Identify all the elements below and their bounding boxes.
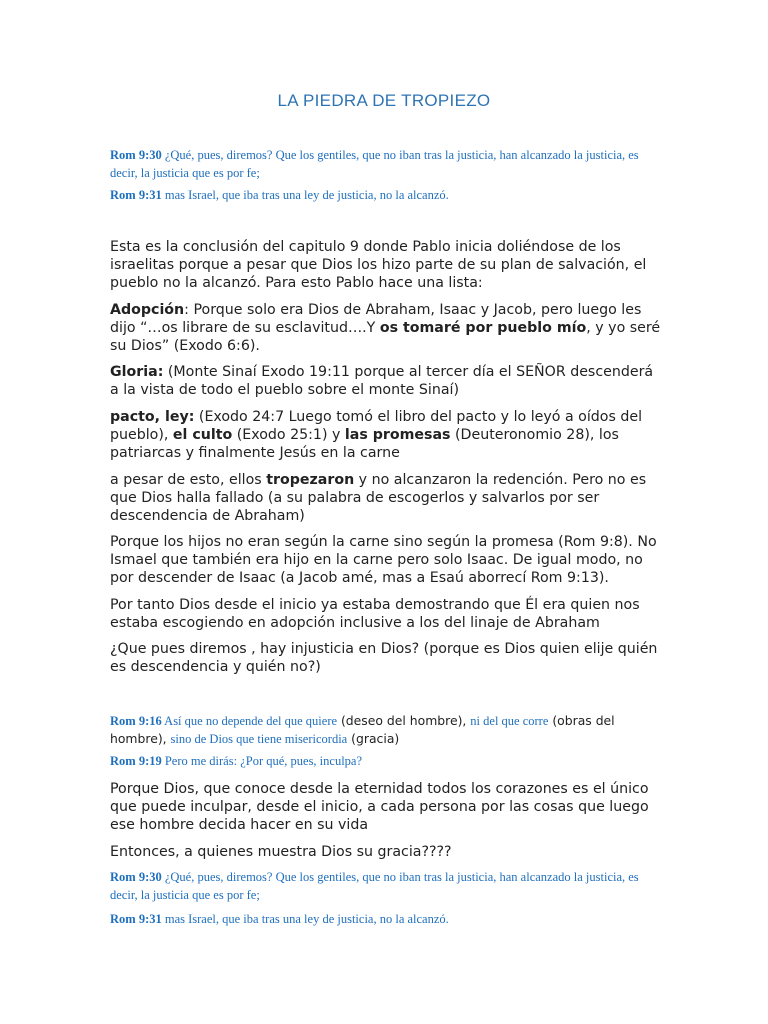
term-adopcion: Adopción bbox=[110, 302, 185, 318]
injusticia-paragraph: ¿Que pues diremos , hay injusticia en Dios? (porque es Dios quien elije quién es descendencia y quién no?) bbox=[110, 641, 658, 675]
adopcion-paragraph bbox=[110, 301, 662, 355]
hijos-paragraph: Porque los hijos no eran según la carne sino según la promesa (Rom 9:8). No Ismael que también era hijo en la carne pero solo Isaac. De igual modo, no por descender de Isaac (a Jacob amé, mas a Esaú aborrecí Rom 9:13). bbox=[110, 534, 657, 586]
entonces-paragraph: Entonces, a quienes muestra Dios su gracia???? bbox=[110, 844, 452, 860]
porque-paragraph: Porque Dios, que conoce desde la eternidad todos los corazones es el único que puede inculpar, desde el inicio, a cada persona por las cosas que luego ese hombre decida hacer en su vida bbox=[110, 781, 649, 833]
verse-ref: Rom 9:30 bbox=[110, 870, 162, 884]
pacto-text-2: (Exodo 25:1) y bbox=[232, 427, 345, 443]
verse-ref: Rom 9:30 bbox=[110, 148, 162, 162]
term-gloria: Gloria: bbox=[110, 364, 164, 380]
verse-text-c: ni del que corre bbox=[470, 714, 549, 728]
verse-rom-9-30-top bbox=[110, 146, 662, 182]
verse-text: Pero me dirás: ¿Por qué, pues, inculpa? bbox=[161, 754, 363, 768]
adopcion-text: : Porque solo era Dios de Abraham, Isaac y Jacob, pero luego les dijo “…os librare de su esclavitud….Y bbox=[110, 302, 642, 336]
verse-text-e: sino de Dios que tiene misericordia bbox=[170, 732, 348, 746]
pacto-paragraph bbox=[110, 408, 662, 462]
adopcion-text-end: , y yo seré su Dios” (Exodo 6:6). bbox=[110, 320, 661, 354]
term-tropezaron: tropezaron bbox=[266, 472, 355, 488]
verse-ref: Rom 9:16 bbox=[110, 714, 162, 728]
document-title: LA PIEDRA DE TROPIEZO bbox=[277, 91, 491, 110]
verse-rom-9-30-bottom bbox=[110, 868, 662, 904]
pacto-text-3: (Deuteronomio 28), los patriarcas y finalmente Jesús en la carne bbox=[110, 427, 619, 461]
term-pacto: pacto, ley: bbox=[110, 409, 195, 425]
verse-text: ¿Qué, pues, diremos? Que los gentiles, que no iban tras la justicia, han alcanzado la justicia, es decir, la justicia que es por fe; bbox=[110, 870, 639, 902]
verse-ref: Rom 9:31 bbox=[110, 188, 162, 202]
tropezaron-text: a pesar de esto, ellos bbox=[110, 472, 267, 488]
term-culto: el culto bbox=[172, 427, 233, 443]
verse-text: mas Israel, que iba tras una ley de justicia, no la alcanzó. bbox=[161, 912, 449, 926]
adopcion-bold: os tomaré por pueblo mío bbox=[379, 320, 587, 336]
verse-rom-9-31-top bbox=[110, 186, 662, 204]
intro-paragraph: Esta es la conclusión del capitulo 9 donde Pablo inicia doliéndose de los israelitas porque a pesar que Dios los hizo parte de su plan de salvación, el pueblo no la alcanzó. Para esto Pablo hace una lista: bbox=[110, 239, 647, 291]
verse-comment-b: (deseo del hombre), bbox=[337, 713, 471, 728]
verse-rom-9-31-bottom bbox=[110, 910, 662, 928]
verse-ref: Rom 9:31 bbox=[110, 912, 162, 926]
tropezaron-text-2: y no alcanzaron la redención. Pero no es que Dios halla fallado (a su palabra de escogerlos y salvarlos por ser descendencia de Abraham) bbox=[110, 472, 647, 524]
verse-text: ¿Qué, pues, diremos? Que los gentiles, que no iban tras la justicia, han alcanzado la justicia, es decir, la justicia que es por fe; bbox=[110, 148, 639, 180]
verse-text: mas Israel, que iba tras una ley de justicia, no la alcanzó. bbox=[161, 188, 449, 202]
gloria-text: (Monte Sinaí Exodo 19:11 porque al tercer día el SEÑOR descenderá a la vista de todo el pueblo sobre el monte Sinaí) bbox=[110, 364, 654, 398]
portanto-paragraph: Por tanto Dios desde el inicio ya estaba demostrando que Él era quien nos estaba escogiendo en adopción inclusive a los del linaje de Abraham bbox=[110, 597, 640, 631]
tropezaron-paragraph bbox=[110, 471, 662, 525]
verse-comment-d: (obras del hombre), bbox=[110, 713, 615, 746]
gloria-paragraph bbox=[110, 363, 662, 399]
pacto-text: (Exodo 24:7 Luego tomó el libro del pacto y lo leyó a oídos del pueblo), bbox=[110, 409, 643, 443]
verse-comment-f: (gracia) bbox=[347, 731, 400, 746]
verse-text-a: Así que no depende del que quiere bbox=[161, 714, 338, 728]
verse-ref: Rom 9:19 bbox=[110, 754, 162, 768]
term-promesas: las promesas bbox=[344, 427, 451, 443]
verse-rom-9-19 bbox=[110, 752, 662, 770]
verse-rom-9-16 bbox=[110, 712, 662, 748]
